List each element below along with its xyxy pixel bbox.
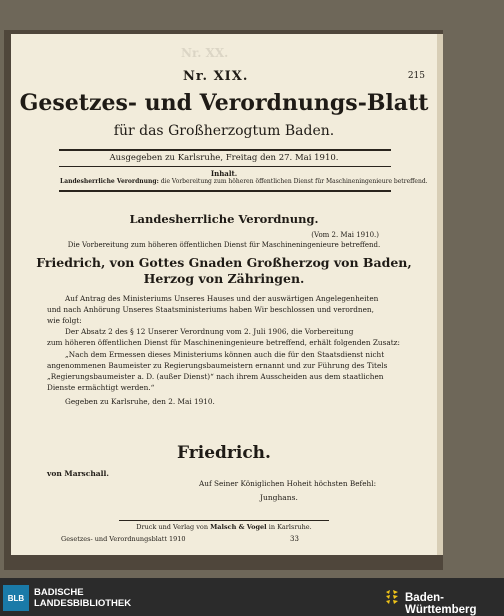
library-name[interactable] — [34, 587, 131, 609]
header-rule — [59, 149, 391, 151]
baden-wuerttemberg-crest-icon[interactable] — [384, 588, 400, 608]
contents-line — [60, 179, 428, 185]
countersignature: von Marschall. — [47, 469, 109, 478]
given-at-line: Gegeben zu Karlsruhe, den 2. Mai 1910. — [65, 397, 215, 406]
body-line: angenommenen Baumeister zu Regierungsbaumeistern ernannt und zur Führung des Titels — [47, 361, 388, 370]
gazette-title: Gesetzes- und Verordnungs-Blatt — [19, 90, 429, 116]
contents-rule — [59, 190, 391, 192]
state-name[interactable]: Baden-Württemberg — [405, 592, 477, 616]
issued-rule — [59, 166, 391, 167]
page-edge — [437, 34, 443, 555]
contents-text: die Vorbereitung zum höheren öffentlichen Dienst für Maschineningenieure betreffend. — [160, 178, 428, 185]
printer-suffix: in Karlsruhe. — [268, 523, 312, 531]
body-line: wie folgt: — [47, 316, 82, 325]
subject-line: Die Vorbereitung zum höheren öffentlichen Dienst für Maschineningenieure betreffend. — [67, 241, 381, 249]
footer-gazette-year: Gesetzes- und Verordnungsblatt 1910 — [61, 535, 186, 543]
footer-sheet-number: 33 — [290, 535, 299, 543]
body-line: Der Absatz 2 des § 12 Unserer Verordnung vom 2. Juli 1906, die Vorbereitung — [65, 327, 354, 336]
document-page — [11, 34, 437, 555]
page-number: 215 — [407, 71, 425, 81]
body-line: Dienste ermächtigt werden.“ — [47, 383, 155, 392]
issue-number: Nr. XIX. — [183, 69, 249, 84]
printer-line — [11, 524, 437, 531]
contents-heading: Landesherrliche Verordnung: — [60, 178, 159, 185]
blb-logo-icon[interactable]: BLB — [3, 585, 29, 611]
ruler-title-line1: Friedrich, von Gottes Gnaden Großherzog von Baden, — [36, 255, 412, 270]
ruler-title-line2: Herzog von Zähringen. — [143, 271, 305, 286]
printer-rule — [119, 520, 329, 521]
library-name-line1: BADISCHE — [34, 587, 84, 598]
printer-name: Malsch & Vogel — [210, 523, 267, 531]
body-line: „Nach dem Ermessen dieses Ministeriums können auch die für den Staatsdienst nicht — [65, 350, 385, 359]
body-line: Auf Antrag des Ministeriums Unseres Hauses und der auswärtigen Angelegenheiten — [65, 294, 379, 303]
signature: Friedrich. — [177, 443, 271, 463]
printer-prefix: Druck und Verlag von — [136, 523, 209, 531]
body-line: zum höheren öffentlichen Dienst für Maschineningenieure betreffend, erhält folgenden Zusatz: — [47, 338, 400, 347]
by-order-line: Auf Seiner Königlichen Hoheit höchsten Befehl: — [199, 479, 377, 488]
date-note: (Vom 2. Mai 1910.) — [311, 231, 379, 239]
body-line: „Regierungsbaumeister a. D. (außer Dienst)“ nach ihrem Ausscheiden aus dem staatlichen — [47, 372, 384, 381]
gazette-subtitle: für das Großherzogtum Baden. — [113, 123, 335, 139]
body-line: und nach Anhörung Unseres Staatsministeriums haben Wir beschlossen und verordnen, — [47, 305, 374, 314]
contents-label: Inhalt. — [210, 169, 238, 178]
secretary-name: Junghans. — [260, 493, 298, 502]
issued-line: Ausgegeben zu Karlsruhe, Freitag den 27. Mai 1910. — [109, 153, 339, 163]
section-title: Landesherrliche Verordnung. — [129, 212, 319, 226]
library-name-line2: LANDESBIBLIOTHEK — [34, 598, 132, 609]
show-through-text: Nr. XX. — [181, 46, 229, 60]
